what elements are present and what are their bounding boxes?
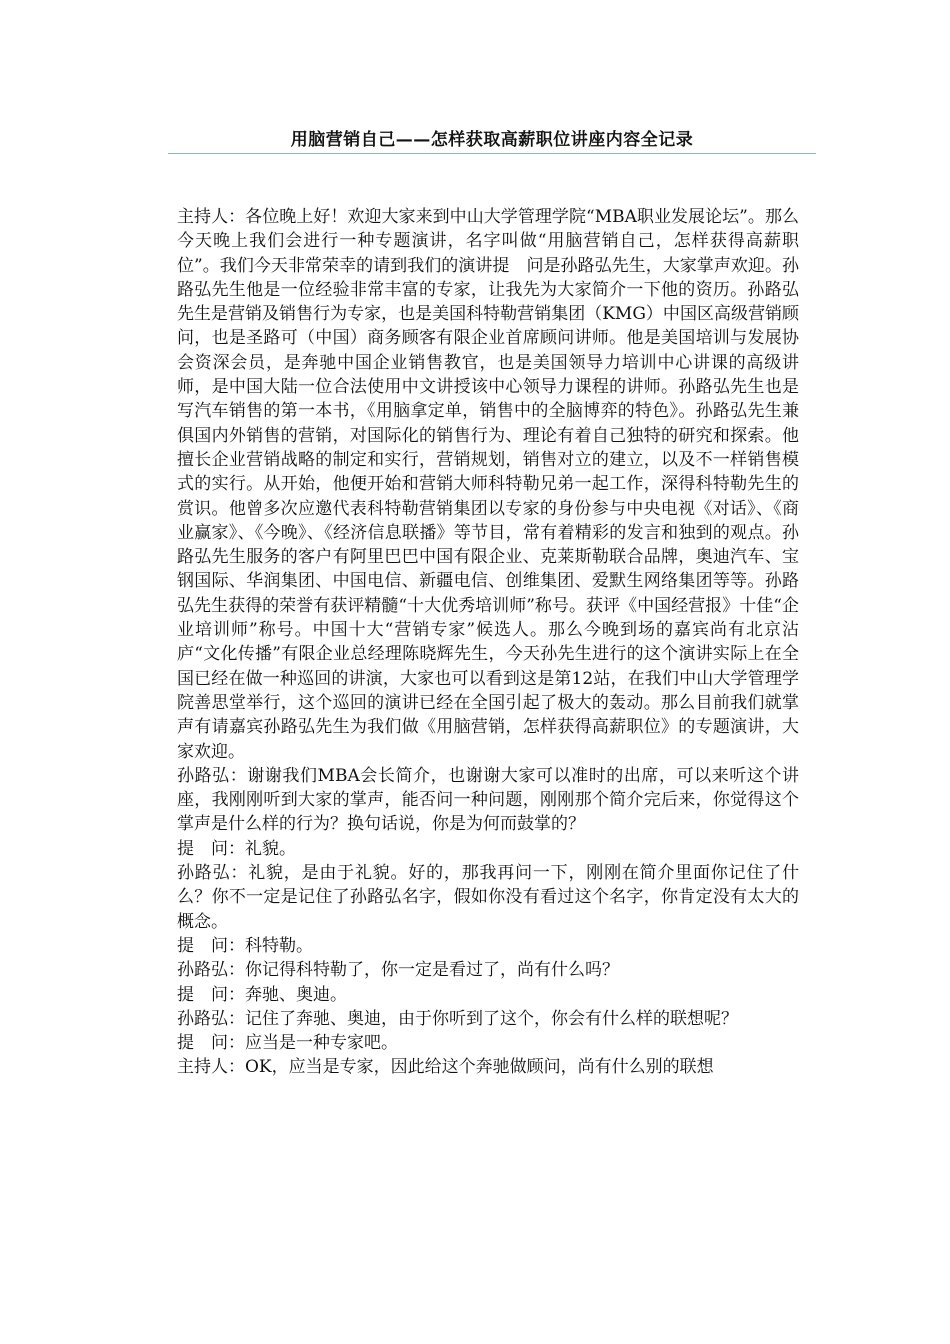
speaker-label: 孙路弘：: [177, 863, 249, 884]
paragraph-text: 礼貌，是由于礼貌。好的，那我再问一下，刚刚在简介里面你记住了什么？你不一定是记住了孙路弘名字，假如你没有看过这个名字，你肯定没有太大的概念。: [177, 863, 800, 932]
paragraph-sun-2: [177, 861, 799, 934]
speaker-label: 孙路弘：: [177, 765, 248, 786]
paragraph-text: 记住了奔驰、奥迪，由于你听到了这个，你会有什么样的联想呢？: [245, 1008, 738, 1029]
paragraph-question-3: [177, 983, 799, 1007]
speaker-label: 主持人：: [177, 207, 246, 227]
paragraph-sun-4: [177, 1007, 799, 1031]
speaker-label: 主持人：: [177, 1057, 245, 1078]
paragraph-sun-3: [177, 958, 799, 982]
document-title: 用脑营销自己——怎样获取高薪职位讲座内容全记录: [290, 130, 694, 150]
paragraph-host-2: [177, 1055, 799, 1079]
paragraph-text: 奔驰、奥迪。: [245, 984, 347, 1005]
speaker-label: 提 问：: [177, 984, 245, 1005]
paragraph-text: 各位晚上好！欢迎大家来到中山大学管理学院“MBA职业发展论坛”。那么今天晚上我们会进行一种专题演讲，名字叫做“用脑营销自己，怎样获得高薪职位”。我们今天非常荣幸的请到我们的演讲提 问是孙路弘先生，大家掌声欢迎。孙路弘先生他是一位经验非常丰富的专家，让我先为大家简介一下他的资历。孙路弘先生是营销及销售行为专家，也是美国科特勒营销集团（KMG）中国区高级营销顾问，也是圣路可（中国）商务顾客有限企业首席顾问讲师。他是美国培训与发展协会资深会员，是奔驰中国企业销售教官，也是美国领导力培训中心讲课的高级讲师，是中国大陆一位合法使用中文讲授该中心领导力课程的讲师。孙路弘先生也是写汽车销售的第一本书，《用脑拿定单，销售中的全脑博弈的特色》。孙路弘先生兼俱国内外销售的营销，对国际化的销售行为、理论有着自己独特的研究和探索。他擅长企业营销战略的制定和实行，营销规划，销售对立的建立，以及不一样销售模式的实行。从开始，他便开始和营销大师科特勒兄弟一起工作，深得科特勒先生的赏识。他曾多次应邀代表科特勒营销集团以专家的身份参与中央电视《对话》、《商业赢家》、《今晚》、《经济信息联播》等节目，常有着精彩的发言和独到的观点。孙路弘先生服务的客户有阿里巴巴中国有限企业、克莱斯勒联合品牌，奥迪汽车、宝钢国际、华润集团、中国电信、新疆电信、创维集团、爱默生网络集团等等。孙路弘先生获得的荣誉有获评精髓“十大优秀培训师”称号。获评《中国经营报》十佳“企业培训师”称号。中国十大“营销专家”候选人。那么今晚到场的嘉宾尚有北京沾庐“文化传播”有限企业总经理陈晓辉先生，今天孙先生进行的这个演讲实际上在全国已经在做一种巡回的讲演，大家也可以看到这是第12站，在我们中山大学管理学院善思堂举行，这个巡回的演讲已经在全国引起了极大的轰动。那么目前我们就掌声有请嘉宾孙路弘先生为我们做《用脑营销，怎样获得高薪职位》的专题演讲，大家欢迎。: [177, 207, 799, 762]
paragraph-text: 你记得科特勒了，你一定是看过了，尚有什么吗？: [245, 960, 619, 981]
paragraph-host-intro: [177, 205, 799, 764]
paragraph-text: 谢谢我们MBA会长简介，也谢谢大家可以准时的出席，可以来听这个讲座，我刚刚听到大家的掌声，能否问一种问题，刚刚那个简介完后来，你觉得这个掌声是什么样的行为？换句话说，你是为何而鼓掌的？: [177, 765, 799, 835]
speaker-label: 提 问：: [177, 935, 245, 956]
paragraph-text: 科特勒。: [245, 935, 313, 956]
paragraph-question-4: [177, 1031, 799, 1055]
transcript-body: [177, 205, 799, 1080]
title-underline: [168, 153, 816, 154]
paragraph-question-1: [177, 837, 799, 861]
speaker-label: 孙路弘：: [177, 960, 245, 981]
paragraph-text: OK，应当是专家，因此给这个奔驰做顾问，尚有什么别的联想: [245, 1057, 714, 1078]
paragraph-text: 应当是一种专家吧。: [245, 1033, 398, 1054]
paragraph-sun-1: [177, 764, 799, 837]
speaker-label: 孙路弘：: [177, 1008, 245, 1029]
paragraph-text: 礼貌。: [245, 838, 296, 859]
speaker-label: 提 问：: [177, 838, 245, 859]
paragraph-question-2: [177, 934, 799, 958]
speaker-label: 提 问：: [177, 1033, 245, 1054]
